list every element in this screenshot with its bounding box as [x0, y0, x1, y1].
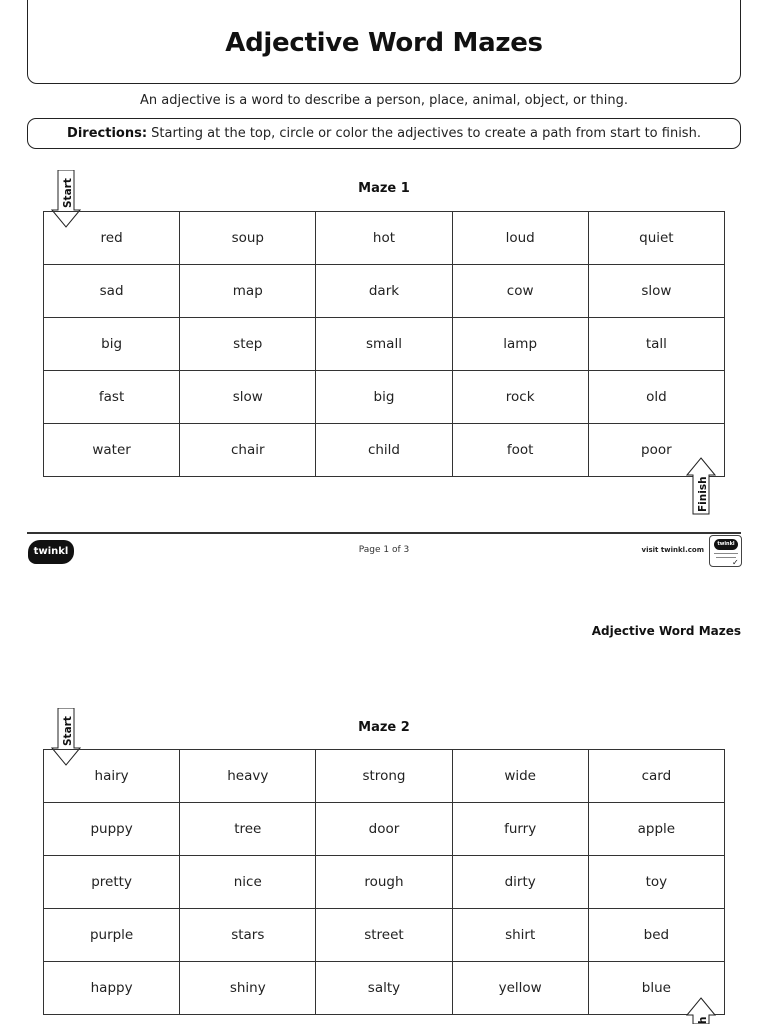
maze-cell[interactable]: furry [452, 803, 588, 856]
maze-cell[interactable]: quiet [588, 212, 724, 265]
maze-cell[interactable]: slow [588, 265, 724, 318]
maze-cell[interactable]: fast [44, 371, 180, 424]
directions-text: Starting at the top, circle or color the adjectives to create a path from start to finish. [147, 126, 701, 141]
maze-cell[interactable]: dark [316, 265, 452, 318]
maze-cell[interactable]: cow [452, 265, 588, 318]
table-row [44, 212, 725, 265]
directions-label: Directions: [67, 126, 148, 141]
table-row [44, 962, 725, 1015]
maze-cell[interactable]: red [44, 212, 180, 265]
maze-cell[interactable]: lamp [452, 318, 588, 371]
maze-cell[interactable]: step [180, 318, 316, 371]
maze-cell[interactable]: big [44, 318, 180, 371]
table-row [44, 371, 725, 424]
table-row [44, 318, 725, 371]
page2-header: Adjective Word Mazes [591, 624, 741, 638]
maze-cell[interactable]: puppy [44, 803, 180, 856]
maze1-finish-label: Finish [697, 476, 709, 512]
directions-box [27, 118, 741, 149]
table-row [44, 856, 725, 909]
maze2-start-label: Start [62, 716, 74, 746]
maze1-start-label: Start [62, 178, 74, 208]
maze-cell[interactable]: foot [452, 424, 588, 477]
quality-badge-icon [709, 535, 742, 567]
maze1-finish-arrow [686, 457, 716, 515]
maze-cell[interactable]: wide [452, 750, 588, 803]
maze-cell[interactable]: rough [316, 856, 452, 909]
maze2-grid [43, 749, 725, 1015]
maze-cell[interactable]: happy [44, 962, 180, 1015]
maze-cell[interactable]: soup [180, 212, 316, 265]
maze-cell[interactable]: old [588, 371, 724, 424]
maze-cell[interactable]: card [588, 750, 724, 803]
maze-cell[interactable]: toy [588, 856, 724, 909]
maze-cell[interactable]: apple [588, 803, 724, 856]
table-row [44, 909, 725, 962]
intro-text: An adjective is a word to describe a person, place, animal, object, or thing. [140, 93, 628, 108]
maze-cell[interactable]: sad [44, 265, 180, 318]
maze-cell[interactable]: poor [588, 424, 724, 477]
maze2-title: Maze 2 [358, 720, 410, 735]
maze-cell[interactable]: child [316, 424, 452, 477]
maze-cell[interactable]: bed [588, 909, 724, 962]
maze-cell[interactable]: door [316, 803, 452, 856]
page-number: Page 1 of 3 [358, 545, 410, 555]
maze-cell[interactable]: dirty [452, 856, 588, 909]
maze-cell[interactable]: loud [452, 212, 588, 265]
maze-cell[interactable]: hairy [44, 750, 180, 803]
table-row [44, 803, 725, 856]
maze-cell[interactable]: map [180, 265, 316, 318]
maze-cell[interactable]: strong [316, 750, 452, 803]
footer-divider [27, 532, 741, 534]
maze-cell[interactable]: shirt [452, 909, 588, 962]
check-icon: ✓ [732, 558, 739, 567]
maze-cell[interactable]: hot [316, 212, 452, 265]
maze-cell[interactable]: tall [588, 318, 724, 371]
maze1-grid [43, 211, 725, 477]
badge-line [714, 553, 738, 554]
maze1-title: Maze 1 [358, 181, 410, 196]
visit-link[interactable]: visit twinkl.com [641, 546, 704, 554]
maze-cell[interactable]: blue [588, 962, 724, 1015]
maze-cell[interactable]: salty [316, 962, 452, 1015]
maze-cell[interactable]: pretty [44, 856, 180, 909]
table-row [44, 424, 725, 477]
maze-cell[interactable]: big [316, 371, 452, 424]
maze-cell[interactable]: purple [44, 909, 180, 962]
maze-cell[interactable]: nice [180, 856, 316, 909]
table-row [44, 750, 725, 803]
page-title: Adjective Word Mazes [225, 28, 543, 58]
maze-cell[interactable]: water [44, 424, 180, 477]
table-row [44, 265, 725, 318]
twinkl-logo: twinkl [28, 540, 74, 564]
maze-cell[interactable]: small [316, 318, 452, 371]
badge-logo: twinkl [714, 539, 738, 550]
maze-cell[interactable]: slow [180, 371, 316, 424]
maze-cell[interactable]: shiny [180, 962, 316, 1015]
maze-cell[interactable]: chair [180, 424, 316, 477]
maze-cell[interactable]: stars [180, 909, 316, 962]
maze2-finish-label: h [697, 1016, 709, 1024]
maze-cell[interactable]: yellow [452, 962, 588, 1015]
maze2-finish-arrow [686, 997, 716, 1024]
maze-cell[interactable]: rock [452, 371, 588, 424]
maze-cell[interactable]: street [316, 909, 452, 962]
maze-cell[interactable]: heavy [180, 750, 316, 803]
maze-cell[interactable]: tree [180, 803, 316, 856]
